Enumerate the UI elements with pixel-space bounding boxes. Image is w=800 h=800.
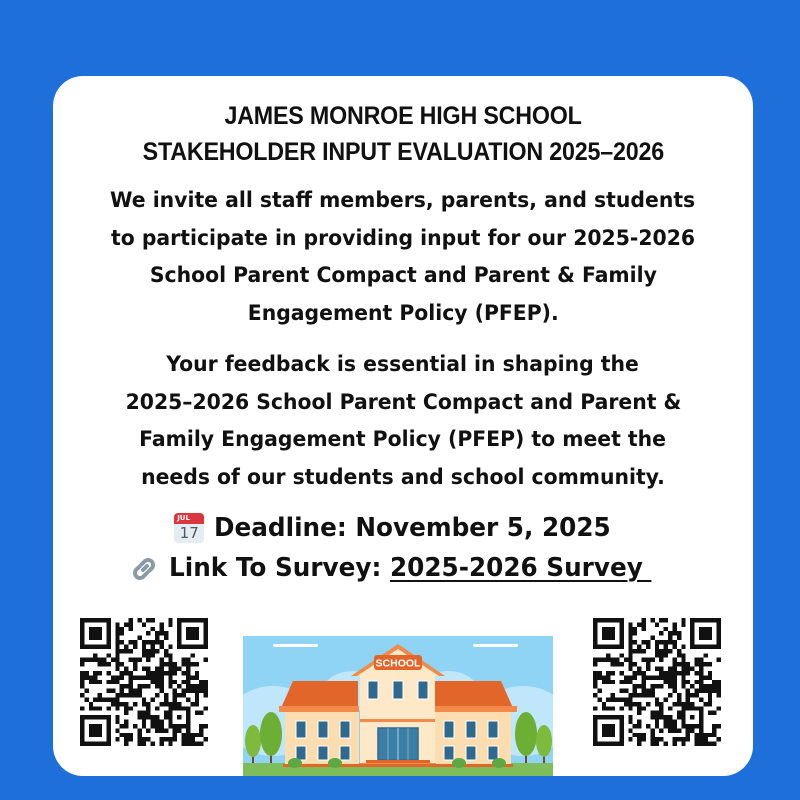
intro-line: Engagement Policy (PFEP). bbox=[247, 300, 559, 325]
survey-link-row bbox=[53, 548, 753, 596]
title-line-2: STAKEHOLDER INPUT EVALUATION 2025–2026 bbox=[142, 138, 664, 166]
intro-paragraph bbox=[53, 182, 753, 332]
survey-link-label: Link To Survey: bbox=[169, 553, 391, 583]
intro-line: to participate in providing input for our 2025-2026 bbox=[110, 225, 696, 250]
title-line-1: JAMES MONROE HIGH SCHOOL bbox=[224, 102, 582, 130]
feedback-line: Your feedback is essential in shaping the bbox=[166, 352, 640, 376]
qr-code-right[interactable] bbox=[593, 618, 721, 746]
flyer-title bbox=[53, 98, 753, 170]
school-illustration bbox=[243, 636, 553, 776]
feedback-line: 2025–2026 School Parent Compact and Parent & bbox=[125, 389, 681, 414]
feedback-paragraph bbox=[53, 346, 753, 496]
flyer-card bbox=[53, 76, 753, 776]
feedback-line: needs of our students and school community. bbox=[141, 464, 665, 489]
intro-line: We invite all staff members, parents, and students bbox=[110, 188, 696, 212]
intro-line: School Parent Compact and Parent & Family bbox=[149, 263, 657, 287]
link-icon bbox=[129, 552, 161, 584]
deadline-text: Deadline: November 5, 2025 bbox=[214, 513, 611, 543]
qr-code-left[interactable] bbox=[80, 618, 208, 746]
feedback-line: Family Engagement Policy (PFEP) to meet the bbox=[139, 427, 667, 451]
survey-link[interactable]: 2025-2026 Survey bbox=[390, 553, 652, 583]
calendar-icon: JUL 17 bbox=[174, 513, 204, 543]
svg-text:SCHOOL: SCHOOL bbox=[375, 657, 421, 670]
